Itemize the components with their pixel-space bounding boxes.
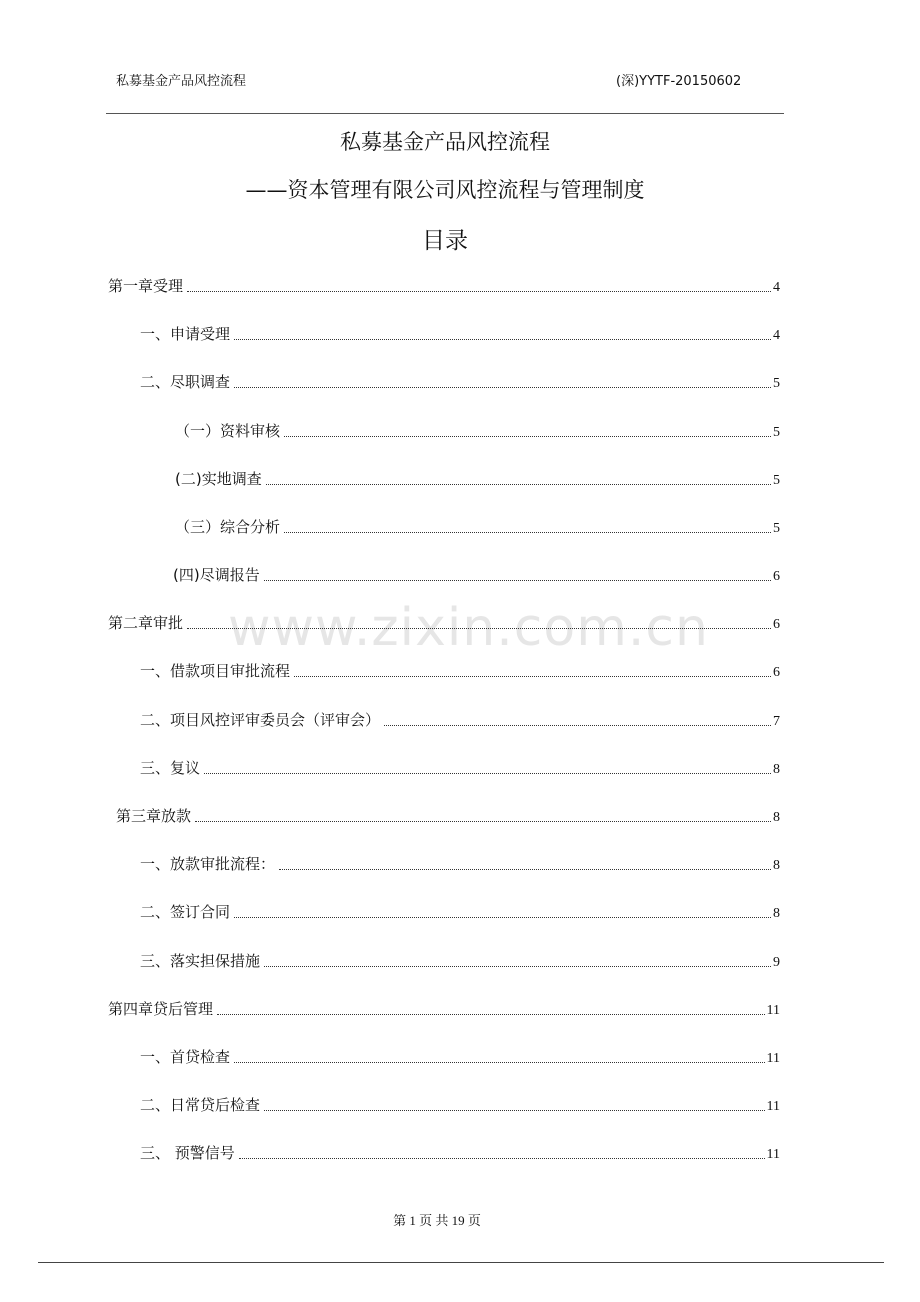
toc-entry-label: 一、借款项目审批流程	[140, 662, 291, 680]
toc-entry-label: 三、落实担保措施	[140, 952, 261, 970]
toc-entry[interactable]	[108, 274, 780, 296]
toc-entry-page: 8	[773, 858, 780, 873]
toc-entry-page: 8	[773, 906, 780, 921]
toc-heading: 目录	[422, 228, 468, 254]
toc-entry-label: 二、签订合同	[140, 903, 231, 921]
page-header-left: 私募基金产品风控流程	[116, 74, 247, 89]
toc-entry-page: 11	[766, 1099, 780, 1114]
toc-entry-page: 9	[773, 955, 780, 970]
document-title: 私募基金产品风控流程	[340, 130, 550, 154]
toc-entry[interactable]	[140, 900, 780, 922]
toc-entry[interactable]	[175, 467, 780, 489]
toc-leader-dots	[279, 869, 771, 870]
toc-entry[interactable]	[116, 804, 780, 826]
toc-entry-label: 二、项目风控评审委员会（评审会）	[140, 711, 381, 729]
toc-entry[interactable]	[140, 708, 780, 730]
toc-leader-dots	[234, 339, 771, 340]
toc-entry-label: (四)尽调报告	[173, 566, 260, 584]
toc-entry-page: 5	[773, 521, 780, 536]
toc-entry[interactable]	[175, 515, 780, 537]
toc-entry-page: 11	[766, 1051, 780, 1066]
toc-leader-dots	[217, 1014, 765, 1015]
toc-leader-dots	[234, 387, 771, 388]
toc-entry[interactable]	[140, 659, 780, 681]
toc-entry[interactable]	[140, 322, 780, 344]
toc-entry[interactable]	[140, 949, 780, 971]
toc-entry-label: （三）综合分析	[175, 518, 281, 536]
toc-leader-dots	[284, 436, 771, 437]
toc-entry[interactable]	[140, 1093, 780, 1115]
toc-entry-label: 一、首贷检查	[140, 1048, 231, 1066]
toc-leader-dots	[195, 821, 771, 822]
toc-leader-dots	[264, 966, 771, 967]
toc-entry-page: 6	[773, 665, 780, 680]
toc-entry[interactable]	[108, 997, 780, 1019]
toc-entry-page: 5	[773, 376, 780, 391]
toc-entry-page: 11	[766, 1003, 780, 1018]
toc-entry-page: 5	[773, 425, 780, 440]
toc-entry[interactable]	[140, 370, 780, 392]
toc-entry-label: 三、 预警信号	[140, 1144, 235, 1162]
toc-leader-dots	[234, 917, 771, 918]
toc-leader-dots	[234, 1062, 765, 1063]
toc-entry[interactable]	[140, 1045, 780, 1067]
toc-entry-page: 8	[773, 762, 780, 777]
toc-leader-dots	[284, 532, 771, 533]
toc-entry[interactable]	[140, 852, 780, 874]
toc-entry-page: 4	[773, 328, 780, 343]
toc-leader-dots	[294, 676, 771, 677]
toc-entry-label: 一、放款审批流程：	[140, 855, 276, 873]
toc-entry-label: 三、复议	[140, 759, 201, 777]
watermark: www.zixin.com.cn	[228, 598, 709, 658]
toc-entry-page: 6	[773, 569, 780, 584]
toc-entry-page: 5	[773, 473, 780, 488]
toc-entry-label: (二)实地调查	[175, 470, 262, 488]
toc-entry-page: 8	[773, 810, 780, 825]
toc-entry-label: 二、尽职调查	[140, 373, 231, 391]
toc-leader-dots	[266, 484, 771, 485]
toc-entry[interactable]	[140, 1141, 780, 1163]
toc-entry-label: 第四章贷后管理	[108, 1000, 214, 1018]
toc-entry-label: 一、申请受理	[140, 325, 231, 343]
toc-entry-label: 第一章受理	[108, 277, 184, 295]
toc-leader-dots	[384, 725, 771, 726]
toc-entry-label: 第三章放款	[116, 807, 192, 825]
toc-entry[interactable]	[173, 563, 780, 585]
toc-entry[interactable]	[108, 611, 780, 633]
toc-leader-dots	[264, 580, 771, 581]
toc-entry[interactable]	[140, 756, 780, 778]
footer-rule	[38, 1262, 884, 1263]
toc-entry-page: 6	[773, 617, 780, 632]
toc-entry-page: 4	[773, 280, 780, 295]
toc-entry-label: （一）资料审核	[175, 422, 281, 440]
toc-entry[interactable]	[175, 419, 780, 441]
toc-leader-dots	[264, 1110, 765, 1111]
toc-leader-dots	[187, 628, 771, 629]
page-header-right: (深)YYTF-20150602	[616, 74, 742, 89]
toc-entry-label: 二、日常贷后检查	[140, 1096, 261, 1114]
toc-entry-label: 第二章审批	[108, 614, 184, 632]
toc-leader-dots	[187, 291, 771, 292]
document-subtitle: ——资本管理有限公司风控流程与管理制度	[245, 178, 645, 202]
toc-entry-page: 7	[773, 714, 780, 729]
toc-leader-dots	[204, 773, 771, 774]
toc-entry-page: 11	[766, 1147, 780, 1162]
toc-leader-dots	[239, 1158, 765, 1159]
page-footer: 第 1 页 共 19 页	[393, 1213, 481, 1228]
